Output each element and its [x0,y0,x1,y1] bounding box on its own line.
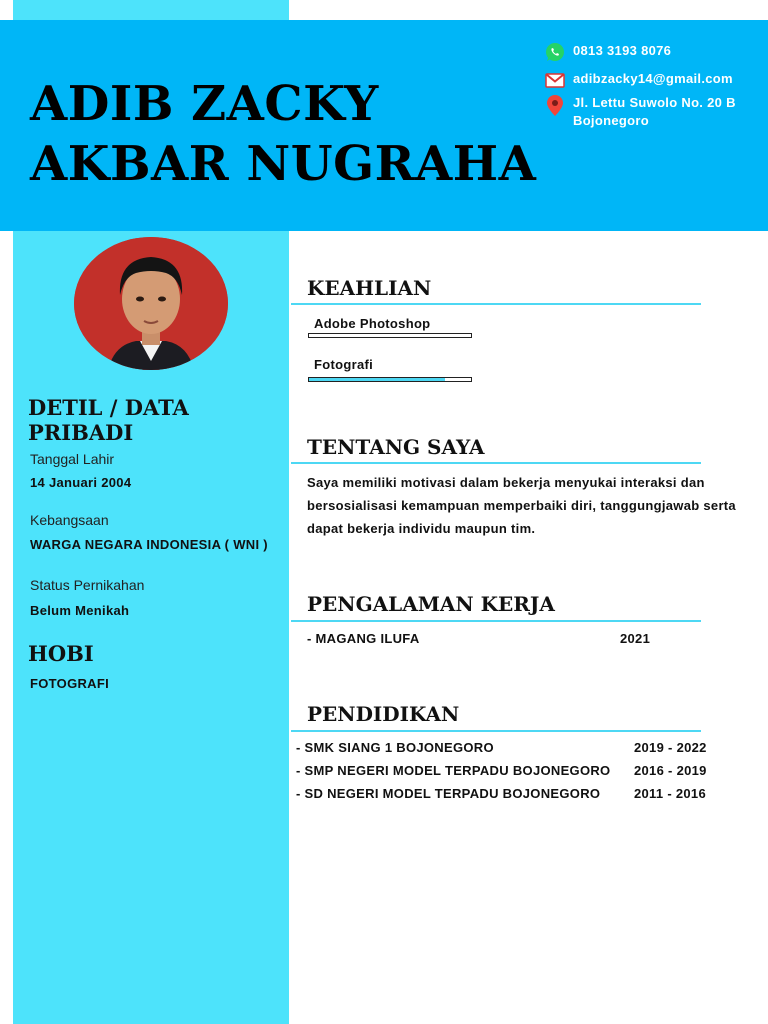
contact-phone [544,42,671,62]
experience-title: PENGALAMAN KERJA [307,592,555,616]
about-divider [291,462,701,464]
address-line-2: Bojonegoro [573,113,649,128]
personal-details-title: DETIL / DATA PRIBADI [28,395,189,445]
education-title: PENDIDIKAN [307,702,460,726]
name-line-2: AKBAR NUGRAHA [30,136,537,192]
mail-icon [544,70,566,90]
skills-title: KEAHLIAN [307,276,432,300]
name-line-1: ADIB ZACKY [30,76,379,132]
location-pin-icon [544,94,566,114]
full-name [30,74,537,194]
address-line-1: Jl. Lettu Suwolo No. 20 B [573,95,736,110]
profile-photo [74,237,228,370]
hobby-value: FOTOGRAFI [30,676,110,691]
birth-date-value: 14 Januari 2004 [30,475,132,490]
phone-number[interactable]: 0813 3193 8076 [573,43,672,58]
skill-name: Adobe Photoshop [314,316,431,331]
skill-bar-fill [309,378,445,381]
skill-bar [308,377,472,382]
skill-bar [308,333,472,338]
hobby-title: HOBI [28,641,94,666]
experience-divider [291,620,701,622]
experience-item-name: - MAGANG ILUFA [307,631,420,646]
education-item-years: 2016 - 2019 [634,763,707,778]
education-item-years: 2019 - 2022 [634,740,707,755]
nationality-value: WARGA NEGARA INDONESIA ( WNI ) [30,537,268,552]
marital-status-label: Status Pernikahan [30,577,145,593]
birth-date-label: Tanggal Lahir [30,451,115,467]
education-item-name: - SD NEGERI MODEL TERPADU BOJONEGORO [296,786,601,801]
contact-address [544,94,736,130]
whatsapp-icon [544,42,566,62]
address [573,94,736,130]
education-item-name: - SMK SIANG 1 BOJONEGORO [296,740,494,755]
skills-divider [291,303,701,305]
about-title: TENTANG SAYA [307,435,485,459]
skill-name: Fotografi [314,357,374,372]
marital-status-value: Belum Menikah [30,603,130,618]
experience-item-year: 2021 [620,631,651,646]
education-divider [291,730,701,732]
email-address[interactable]: adibzacky14@gmail.com [573,71,733,86]
about-text: Saya memiliki motivasi dalam bekerja menyukai interaksi dan bersosialisasi kemampuan memperbaiki diri, tanggungjawab serta dapat bekerja individu maupun tim. [307,475,736,536]
nationality-label: Kebangsaan [30,512,109,528]
education-item-years: 2011 - 2016 [634,786,706,801]
education-item-name: - SMP NEGERI MODEL TERPADU BOJONEGORO [296,763,611,778]
contact-email [544,70,733,90]
